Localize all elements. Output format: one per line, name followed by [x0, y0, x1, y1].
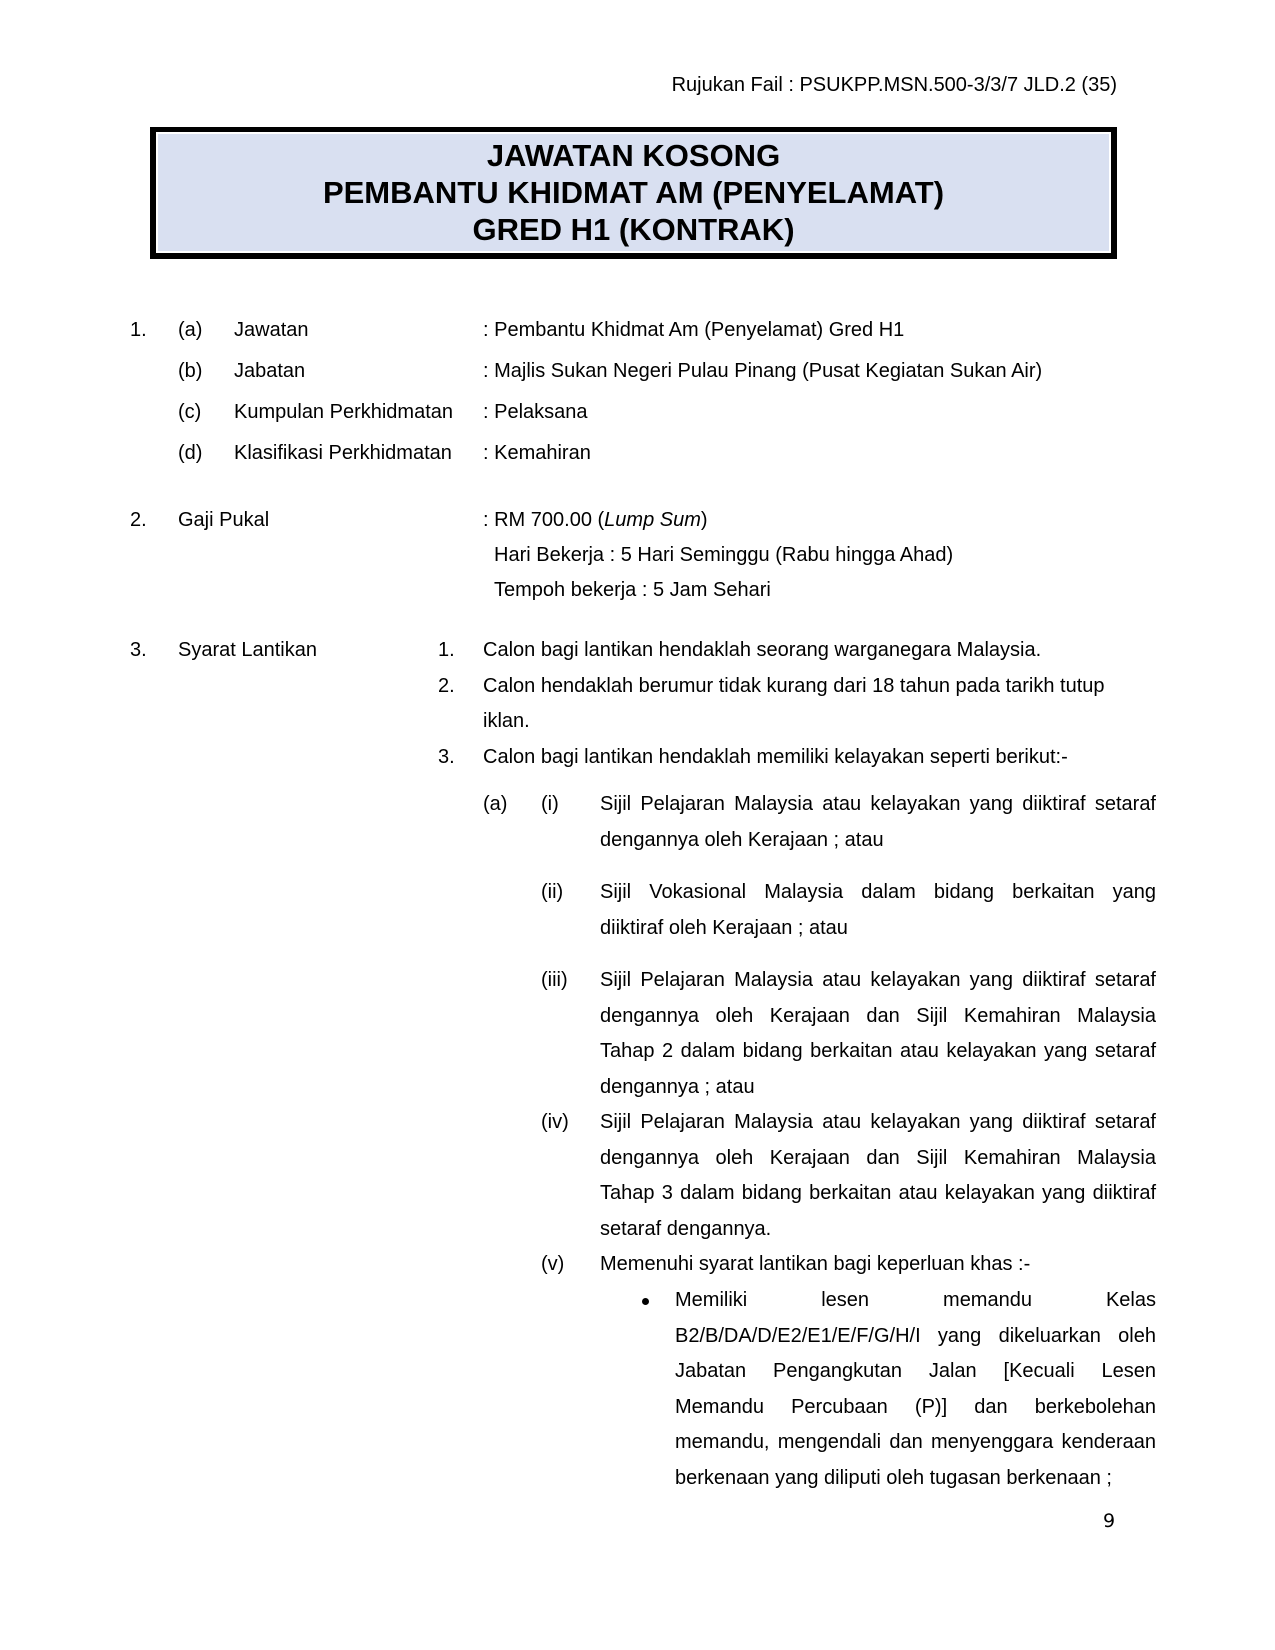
section-1a-value: : Pembantu Khidmat Am (Penyelamat) Gred H1 — [483, 319, 905, 341]
page-number: 9 — [1103, 1510, 1116, 1532]
section-1c-letter: (c) — [178, 401, 202, 423]
section-2-label: Gaji Pukal — [178, 509, 270, 531]
section-1c-value: : Pelaksana — [483, 401, 588, 423]
salary-value — [483, 508, 708, 532]
qualification-iv-line: setaraf dengannya. — [600, 1217, 772, 1240]
section-1c-label: Kumpulan Perkhidmatan — [234, 401, 454, 423]
qualification-iv-text — [600, 1110, 1156, 1252]
title-line-2: PEMBANTU KHIDMAT AM (PENYELAMAT) — [322, 175, 945, 210]
qualification-v-numeral: (v) — [541, 1253, 565, 1275]
title-line-1: JAWATAN KOSONG — [486, 138, 781, 173]
qualification-iii-line: Sijil Pelajaran Malaysia atau kelayakan yang diiktiraf setaraf — [600, 969, 1156, 991]
qualification-iv-line: Tahap 3 dalam bidang berkaitan atau kelayakan yang diiktiraf — [600, 1182, 1156, 1204]
section-1a-label: Jawatan — [234, 319, 309, 341]
qualification-i-numeral: (i) — [541, 793, 559, 815]
section-1b-letter: (b) — [178, 360, 203, 382]
qualification-v-text: Memenuhi syarat lantikan bagi keperluan khas :- — [600, 1253, 1031, 1275]
qualification-i-line: Sijil Pelajaran Malaysia atau kelayakan yang diiktiraf setaraf — [600, 793, 1156, 815]
licence-line: Memiliki lesen memandu Kelas — [675, 1289, 1156, 1311]
section-1b-value: : Majlis Sukan Negeri Pulau Pinang (Pusat Kegiatan Sukan Air) — [483, 360, 1043, 382]
condition-3-text: Calon bagi lantikan hendaklah memiliki kelayakan seperti berikut:- — [483, 746, 1068, 768]
qualification-iii-text — [600, 968, 1156, 1110]
title-box — [150, 127, 1117, 259]
qualification-iii-line: Tahap 2 dalam bidang berkaitan atau kelayakan yang setaraf — [600, 1040, 1156, 1062]
qualification-iv-line: dengannya oleh Kerajaan dan Sijil Kemahiran Malaysia — [600, 1146, 1156, 1169]
qualification-iv-numeral: (iv) — [541, 1111, 569, 1133]
salary-prefix: : RM 700.00 ( — [483, 509, 605, 531]
condition-1-number: 1. — [438, 639, 455, 661]
qualification-ii-line: Sijil Vokasional Malaysia dalam bidang berkaitan yang — [600, 881, 1156, 903]
qualification-iii-line: dengannya oleh Kerajaan dan Sijil Kemahiran Malaysia — [600, 1004, 1156, 1027]
working-days: Hari Bekerja : 5 Hari Seminggu (Rabu hingga Ahad) — [494, 544, 954, 566]
condition-2-line-2: iklan. — [483, 710, 530, 732]
condition-3-number: 3. — [438, 746, 455, 768]
qualification-iii-numeral: (iii) — [541, 969, 568, 991]
salary-lump-sum: Lump Sum — [604, 509, 701, 531]
qualification-i-text — [600, 792, 1156, 863]
section-1-number: 1. — [130, 319, 147, 341]
licence-requirement-text — [675, 1288, 1156, 1501]
section-1a-letter: (a) — [178, 319, 203, 341]
section-3-label: Syarat Lantikan — [178, 639, 317, 661]
working-hours: Tempoh bekerja : 5 Jam Sehari — [494, 579, 771, 601]
licence-line: B2/B/DA/D/E2/E1/E/F/G/H/I yang dikeluarkan oleh — [675, 1324, 1156, 1347]
qualification-i-line: dengannya oleh Kerajaan ; atau — [600, 828, 884, 851]
section-2-number: 2. — [130, 509, 147, 531]
qualification-iii-line: dengannya ; atau — [600, 1075, 755, 1098]
licence-line: Memandu Percubaan (P)] dan berkebolehan — [675, 1395, 1156, 1418]
section-3-number: 3. — [130, 639, 147, 661]
qualification-ii-numeral: (ii) — [541, 881, 564, 903]
licence-line: memandu, mengendali dan menyenggara kenderaan — [675, 1431, 1156, 1453]
qualification-ii-line: diiktiraf oleh Kerajaan ; atau — [600, 916, 848, 939]
licence-line: berkenaan yang diliputi oleh tugasan berkenaan ; — [675, 1466, 1112, 1489]
salary-suffix: ) — [700, 509, 708, 531]
section-1d-value: : Kemahiran — [483, 442, 591, 464]
licence-line: Jabatan Pengangkutan Jalan [Kecuali Lesen — [675, 1360, 1156, 1382]
title-line-3: GRED H1 (KONTRAK) — [472, 212, 795, 247]
section-1d-label: Klasifikasi Perkhidmatan — [234, 442, 452, 464]
qualification-iv-line: Sijil Pelajaran Malaysia atau kelayakan yang diiktiraf setaraf — [600, 1111, 1156, 1133]
section-1b-label: Jabatan — [234, 360, 306, 382]
condition-2-line-1: Calon hendaklah berumur tidak kurang dari 18 tahun pada tarikh tutup — [483, 675, 1105, 697]
title-box-inner — [156, 132, 1111, 253]
file-reference: Rujukan Fail : PSUKPP.MSN.500-3/3/7 JLD.2 (35) — [671, 74, 1117, 96]
section-1d-letter: (d) — [178, 442, 203, 464]
condition-2-number: 2. — [438, 675, 455, 697]
bullet-icon — [642, 1298, 649, 1305]
condition-1-text: Calon bagi lantikan hendaklah seorang warganegara Malaysia. — [483, 639, 1042, 661]
qualification-letter-a: (a) — [483, 793, 508, 815]
qualification-ii-text — [600, 880, 1156, 951]
